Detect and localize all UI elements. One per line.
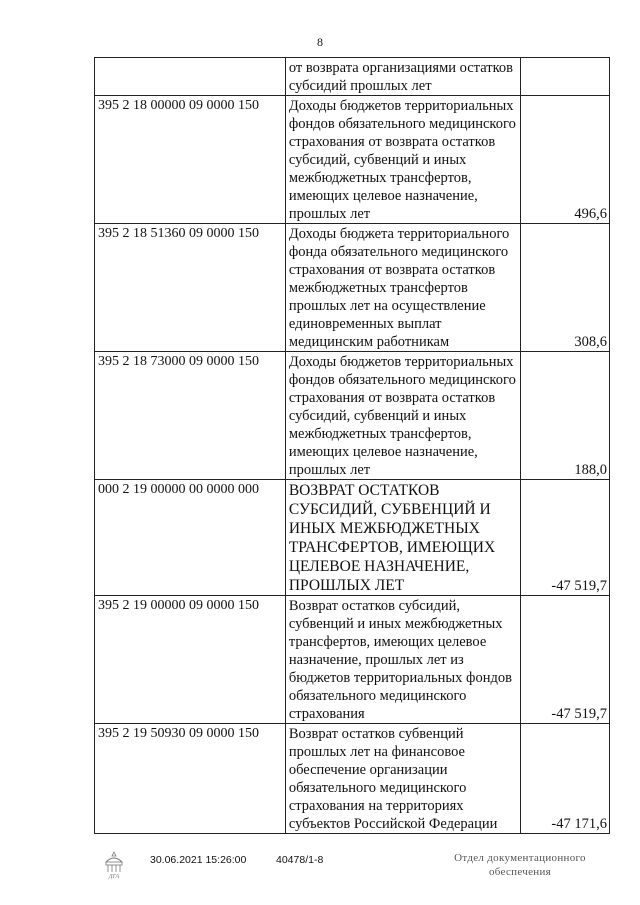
amount-value: -47 519,7 bbox=[521, 480, 610, 596]
income-description: Доходы бюджетов территориальных фондов обязательного медицинского страхования от возврата остатков субсидий, субвенций и иных межбюджетных трансфертов, имеющих целевое назначение, прошлых лет bbox=[285, 96, 520, 224]
table-row bbox=[95, 724, 610, 834]
amount-value: 308,6 bbox=[521, 224, 610, 352]
amount-value: -47 171,6 bbox=[521, 724, 610, 834]
stamp-line: Отдел документационного bbox=[454, 852, 586, 864]
budget-code bbox=[95, 58, 286, 96]
budget-code: 395 2 18 00000 09 0000 150 bbox=[95, 96, 286, 224]
budget-table bbox=[94, 57, 610, 834]
amount-value: -47 519,7 bbox=[521, 596, 610, 724]
budget-code: 395 2 18 73000 09 0000 150 bbox=[95, 352, 286, 480]
table-row bbox=[95, 596, 610, 724]
income-description: от возврата организациями остатков субсидий прошлых лет bbox=[285, 58, 520, 96]
income-description: Возврат остатков субсидий, субвенций и иных межбюджетных трансфертов, имеющих целевое назначение, прошлых лет из бюджетов территориальных фондов обязательного медицинского страхования bbox=[285, 596, 520, 724]
amount-value: 496,6 bbox=[521, 96, 610, 224]
income-description: ВОЗВРАТ ОСТАТКОВ СУБСИДИЙ, СУБВЕНЦИЙ И ИНЫХ МЕЖБЮДЖЕТНЫХ ТРАНСФЕРТОВ, ИМЕЮЩИХ ЦЕЛЕВОЕ НАЗНАЧЕНИЕ, ПРОШЛЫХ ЛЕТ bbox=[285, 480, 520, 596]
page-footer bbox=[0, 848, 640, 898]
budget-code: 395 2 19 00000 09 0000 150 bbox=[95, 596, 286, 724]
amount-value: 188,0 bbox=[521, 352, 610, 480]
logo-text: ДГА bbox=[108, 874, 120, 880]
table-row bbox=[95, 352, 610, 480]
page-number: 8 bbox=[317, 35, 323, 49]
amount-value bbox=[521, 58, 610, 96]
income-description: Доходы бюджета территориального фонда обязательного медицинского страхования от возврата остатков межбюджетных трансфертов прошлых лет на осуществление единовременных выплат медицинским работникам bbox=[285, 224, 520, 352]
table-row bbox=[95, 224, 610, 352]
budget-code: 395 2 19 50930 09 0000 150 bbox=[95, 724, 286, 834]
table-row bbox=[95, 96, 610, 224]
income-description: Доходы бюджетов территориальных фондов обязательного медицинского страхования от возврата остатков субсидий, субвенций и иных межбюджетных трансфертов, имеющих целевое назначение, прошлых лет bbox=[285, 352, 520, 480]
budget-code: 000 2 19 00000 00 0000 000 bbox=[95, 480, 286, 596]
table-row bbox=[95, 58, 610, 96]
footer-document-number: 40478/1-8 bbox=[276, 854, 324, 866]
budget-code: 395 2 18 51360 09 0000 150 bbox=[95, 224, 286, 352]
stamp-line: обеспечения bbox=[488, 866, 552, 878]
footer-datetime: 30.06.2021 15:26:00 bbox=[150, 854, 247, 866]
table-row bbox=[95, 480, 610, 596]
income-description: Возврат остатков субвенций прошлых лет на финансовое обеспечение организации обязательного медицинского страхования на территориях субъектов Российской Федерации bbox=[285, 724, 520, 834]
department-stamp bbox=[440, 851, 600, 879]
organization-logo bbox=[100, 850, 128, 880]
